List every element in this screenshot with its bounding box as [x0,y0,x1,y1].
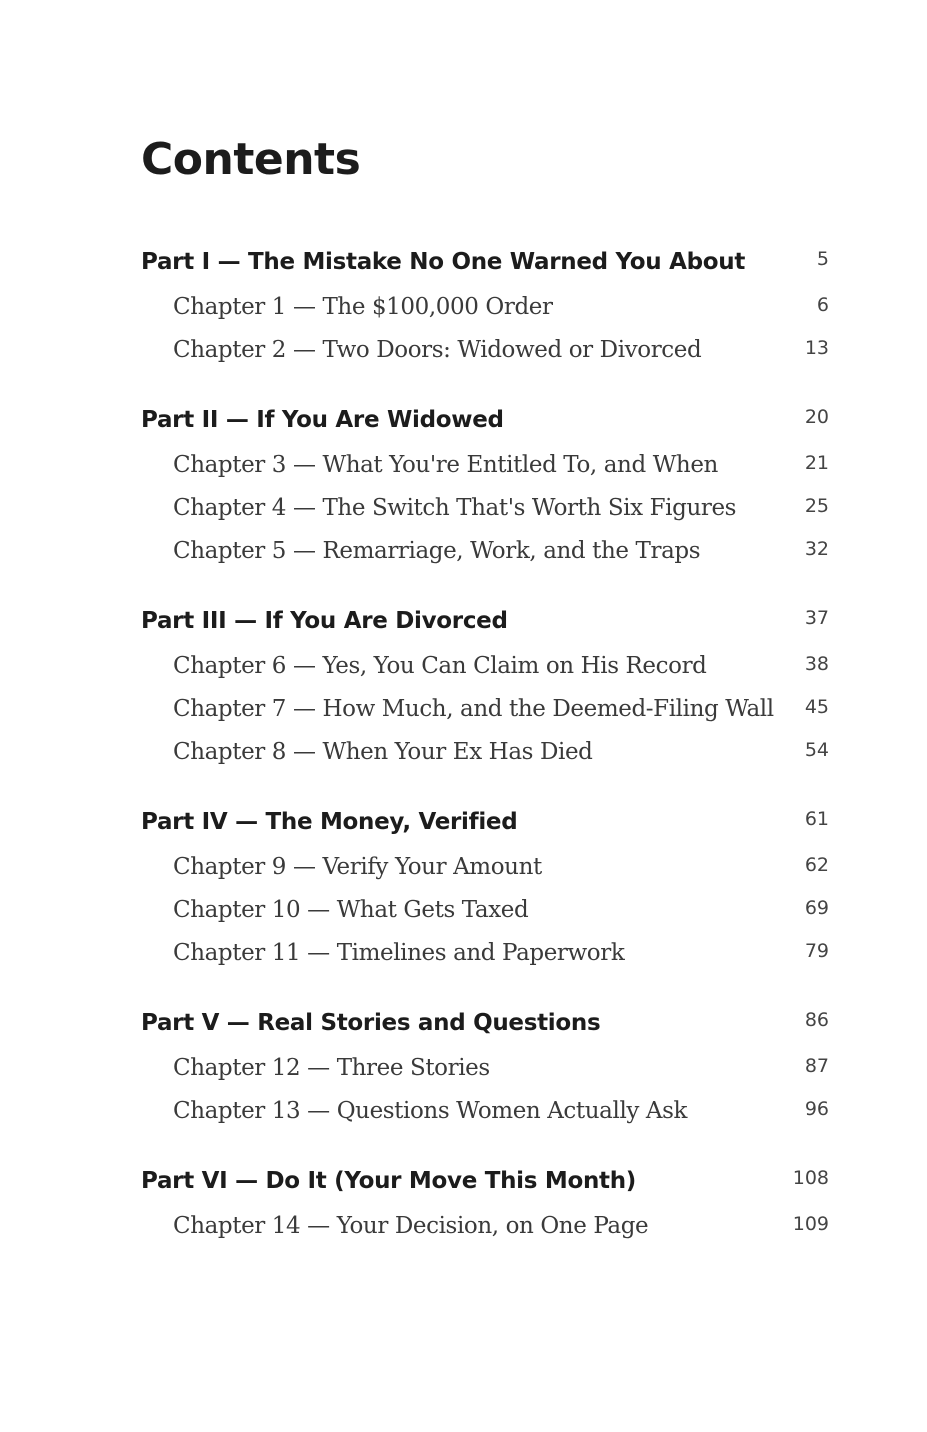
toc-chapter-entry[interactable] [141,444,829,487]
chapter-page-number: 6 [816,294,829,316]
toc-part-6 [141,1157,829,1248]
chapter-title: Chapter 6 — Yes, You Can Claim on His Record [173,653,707,679]
part-page-number: 20 [804,406,829,428]
chapter-page-number: 109 [792,1213,829,1235]
part-title: Part III — If You Are Divorced [141,608,508,634]
table-of-contents [141,238,829,1272]
chapter-page-number: 25 [804,495,829,517]
page-title: Contents [141,134,361,185]
part-title: Part IV — The Money, Verified [141,809,518,835]
toc-chapter-entry[interactable] [141,1090,829,1133]
toc-part-entry[interactable] [141,238,829,286]
part-page-number: 5 [816,248,829,270]
toc-chapter-entry[interactable] [141,645,829,688]
toc-part-entry[interactable] [141,597,829,645]
chapter-title: Chapter 1 — The $100,000 Order [173,294,553,320]
chapter-title: Chapter 13 — Questions Women Actually Ask [173,1098,688,1124]
part-page-number: 61 [804,808,829,830]
chapter-page-number: 21 [804,452,829,474]
chapter-page-number: 62 [804,854,829,876]
chapter-title: Chapter 11 — Timelines and Paperwork [173,940,625,966]
toc-chapter-entry[interactable] [141,530,829,573]
chapter-title: Chapter 9 — Verify Your Amount [173,854,542,880]
toc-part-4 [141,798,829,975]
part-title: Part I — The Mistake No One Warned You About [141,249,746,275]
toc-chapter-entry[interactable] [141,286,829,329]
chapter-title: Chapter 14 — Your Decision, on One Page [173,1213,649,1239]
chapter-page-number: 13 [804,337,829,359]
chapter-page-number: 45 [804,696,829,718]
toc-part-3 [141,597,829,774]
chapter-page-number: 69 [804,897,829,919]
toc-part-2 [141,396,829,573]
toc-chapter-entry[interactable] [141,1205,829,1248]
chapter-title: Chapter 12 — Three Stories [173,1055,490,1081]
toc-part-entry[interactable] [141,798,829,846]
toc-chapter-entry[interactable] [141,731,829,774]
toc-chapter-entry[interactable] [141,932,829,975]
toc-chapter-entry[interactable] [141,487,829,530]
part-page-number: 108 [792,1167,829,1189]
contents-page [141,0,829,1432]
part-title: Part V — Real Stories and Questions [141,1010,601,1036]
toc-part-5 [141,999,829,1133]
chapter-title: Chapter 8 — When Your Ex Has Died [173,739,593,765]
toc-part-1 [141,238,829,372]
toc-chapter-entry[interactable] [141,889,829,932]
chapter-page-number: 32 [804,538,829,560]
chapter-title: Chapter 7 — How Much, and the Deemed-Filing Wall [173,696,774,722]
toc-chapter-entry[interactable] [141,846,829,889]
chapter-page-number: 87 [804,1055,829,1077]
part-page-number: 37 [804,607,829,629]
chapter-title: Chapter 10 — What Gets Taxed [173,897,529,923]
chapter-page-number: 54 [804,739,829,761]
chapter-page-number: 79 [804,940,829,962]
chapter-page-number: 38 [804,653,829,675]
toc-chapter-entry[interactable] [141,329,829,372]
toc-chapter-entry[interactable] [141,688,829,731]
chapter-title: Chapter 5 — Remarriage, Work, and the Traps [173,538,701,564]
toc-part-entry[interactable] [141,396,829,444]
part-title: Part VI — Do It (Your Move This Month) [141,1168,636,1194]
part-title: Part II — If You Are Widowed [141,407,504,433]
chapter-title: Chapter 2 — Two Doors: Widowed or Divorced [173,337,702,363]
chapter-title: Chapter 3 — What You're Entitled To, and When [173,452,718,478]
toc-chapter-entry[interactable] [141,1047,829,1090]
chapter-title: Chapter 4 — The Switch That's Worth Six Figures [173,495,737,521]
toc-part-entry[interactable] [141,1157,829,1205]
part-page-number: 86 [804,1009,829,1031]
chapter-page-number: 96 [804,1098,829,1120]
toc-part-entry[interactable] [141,999,829,1047]
